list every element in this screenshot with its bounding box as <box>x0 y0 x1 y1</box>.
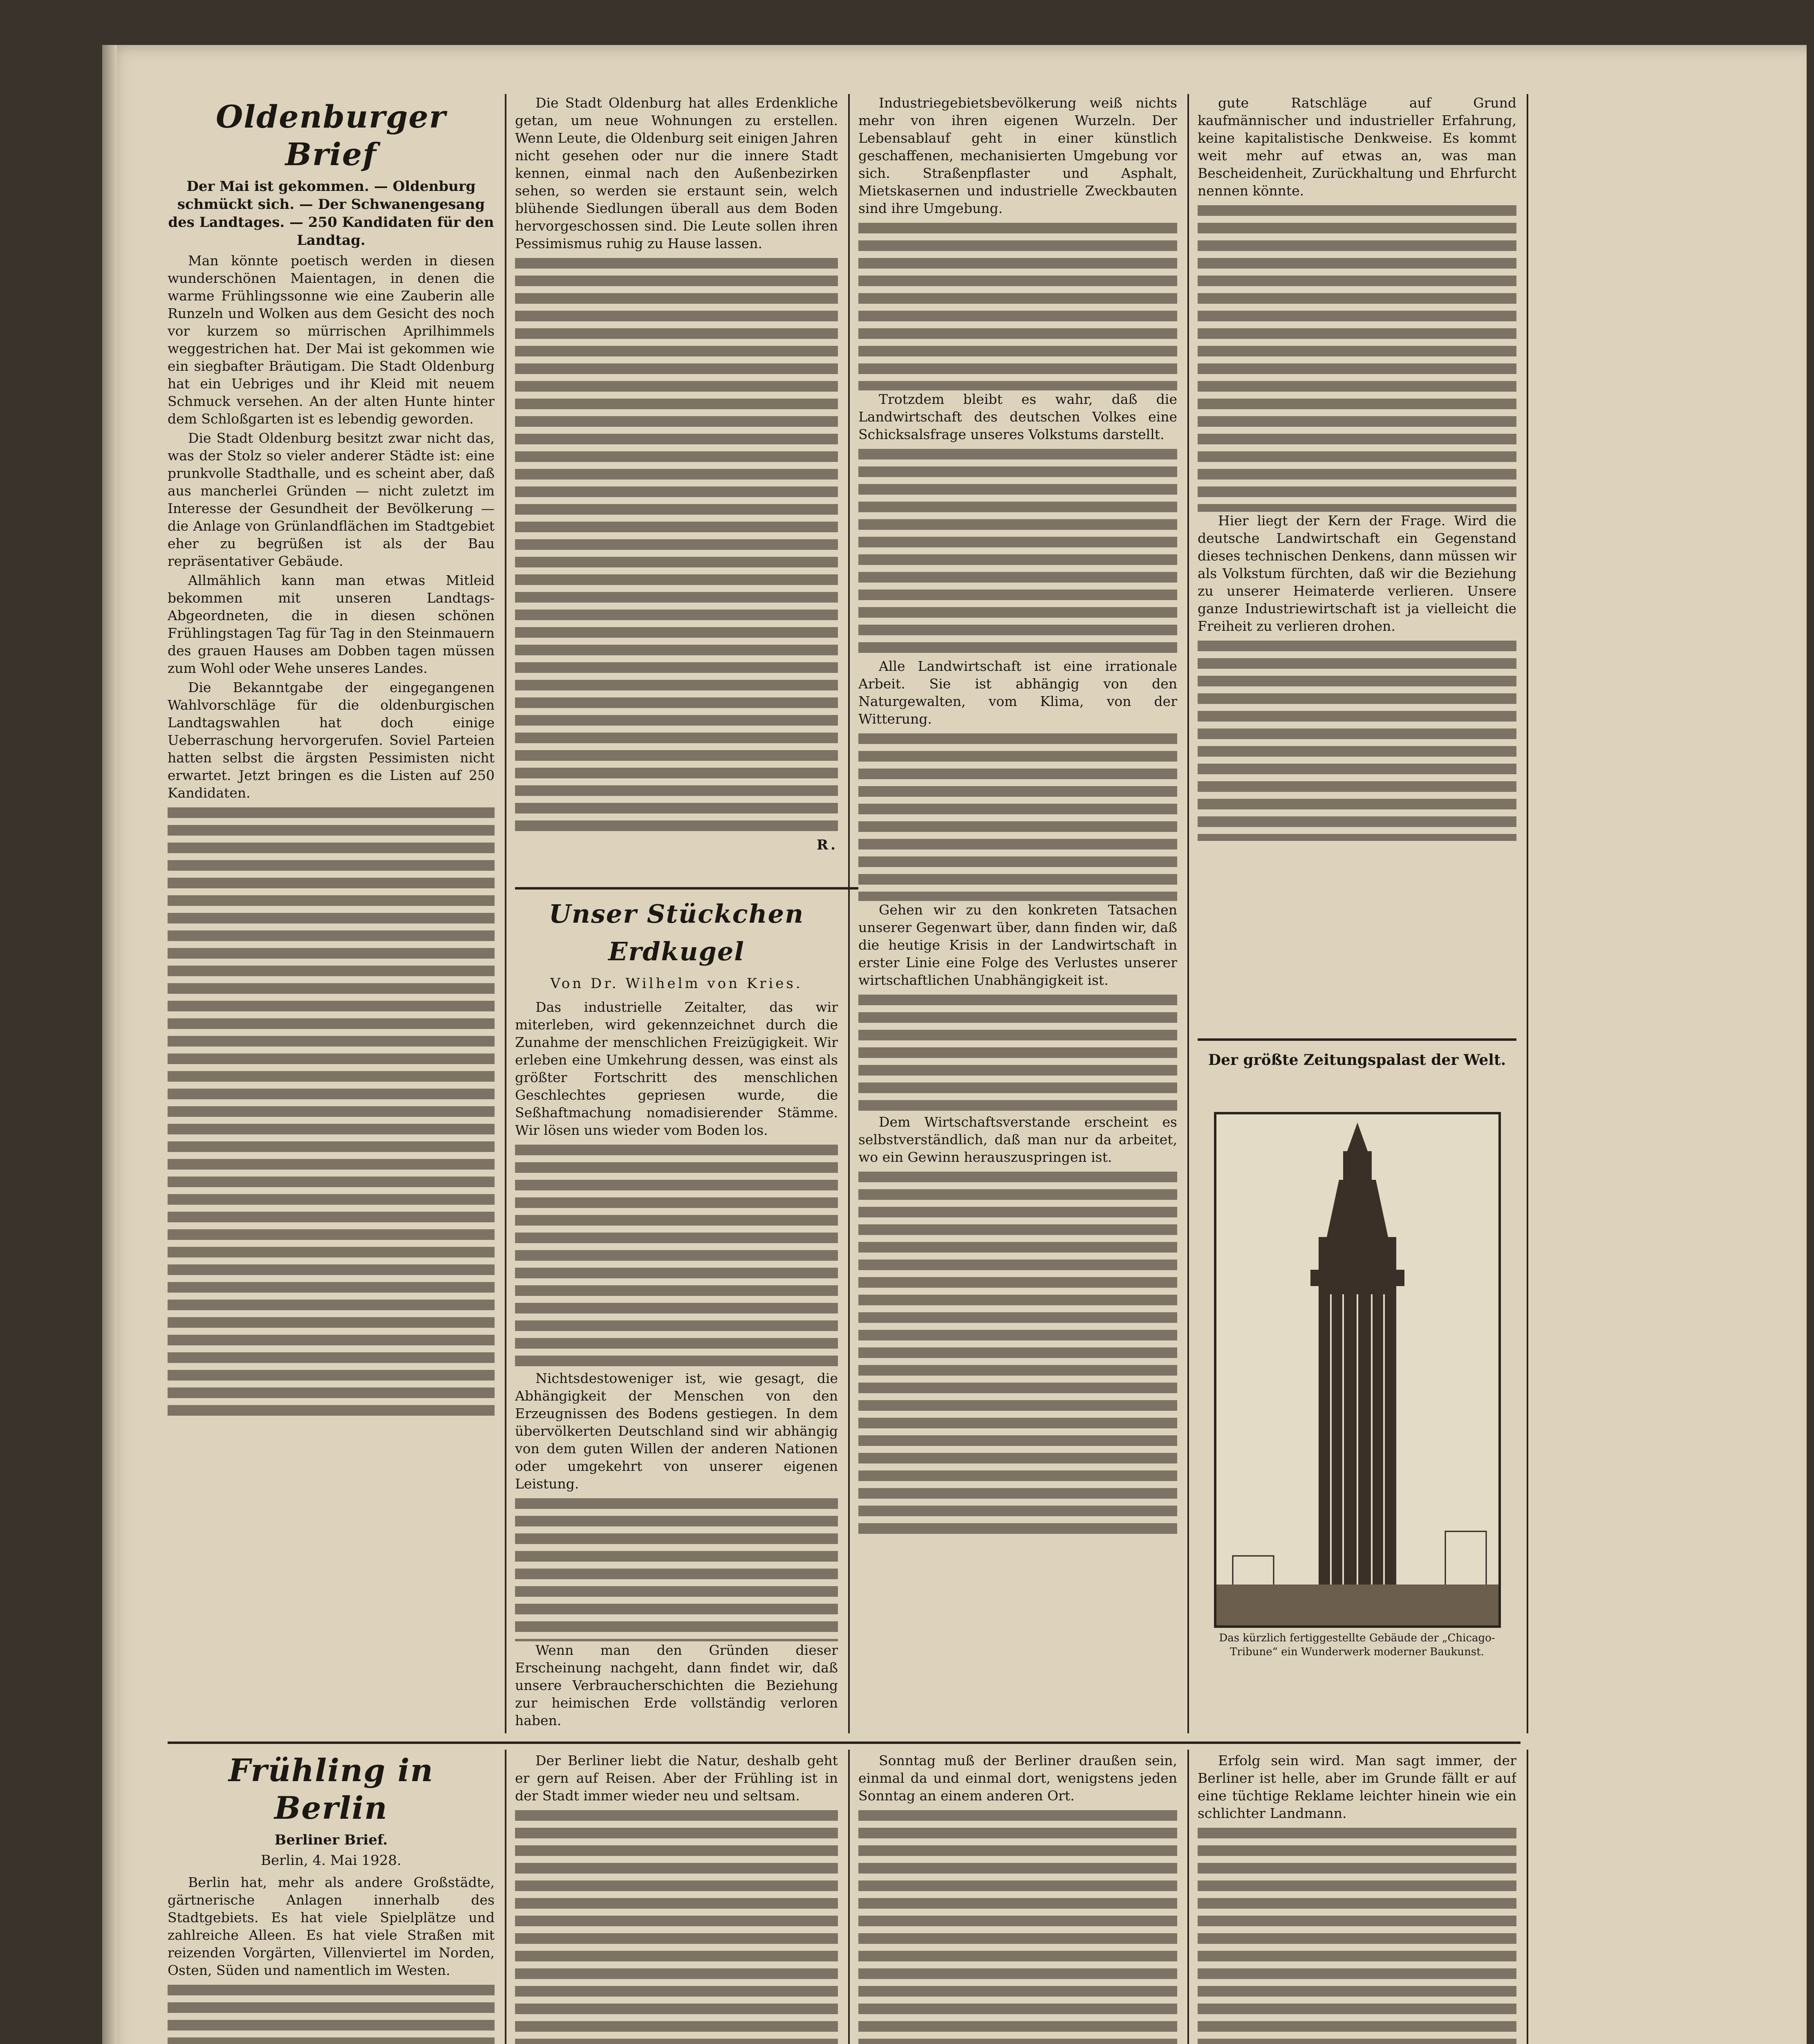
erdkugel-headline: Unser Stückchen Erdkugel <box>549 899 804 966</box>
berlin-column-1 <box>168 1752 495 2044</box>
berlin-paragraph: Erfolg sein wird. Man sagt immer, der Berliner ist helle, aber im Grunde fällt er auf eine tüchtige Reklame leichter hinein wie ein schlichter Landmann. <box>1198 1753 1516 1821</box>
text-continuation <box>515 1806 838 2044</box>
berlin-column-2 <box>515 1752 838 2044</box>
oldenburg-headline: Oldenburger Brief <box>216 99 446 173</box>
oldenburg-paragraph: Allmählich kann man etwas Mitleid bekommen mit unseren Landtags-Abgeordneten, die in diesen schönen Frühlingstagen Tag für Tag in den Steinmauern des grauen Hauses am Dobben tagen müssen zum Wohl oder Wehe unseres Landes. <box>168 572 495 676</box>
column-rule <box>1527 94 1528 1733</box>
erdkugel-column-3 <box>1198 94 1516 1034</box>
text-continuation <box>858 729 1177 901</box>
erdkugel-paragraph: Industriegebietsbevölkerung weiß nichts mehr von ihren eigenen Wurzeln. Der Lebensablauf geht in einer künstlich geschaffenen, mechanisierten Umgebung vor sich. Straßenpflaster und Asphalt, Mietskasernen und industrielle Zweckbauten sind ihre Umgebung. <box>858 95 1177 216</box>
erdkugel-paragraph: Nichtsdestoweniger ist, wie gesagt, die Abhängigkeit der Menschen von den Erzeugnissen des Bodens gestiegen. In dem übervölkerten Deutschland sind wir abhängig von dem guten Willen der anderen Nationen oder umgekehrt von unserer eigenen Leistung. <box>515 1370 838 1492</box>
text-continuation <box>858 219 1177 390</box>
erdkugel-paragraph: Wenn man den Gründen dieser Erscheinung nachgeht, dann findet wir, daß unsere Verbraucherschichten die Beziehung zur heimischen Erde vollständig verloren haben. <box>515 1642 838 1728</box>
oldenburg-paragraph: Die Bekanntgabe der eingegangenen Wahlvorschläge für die oldenburgischen Landtagswahlen hat doch einige Ueberraschung hervorgerufen. Soviel Parteien hatten selbst die ärgsten Pessimisten nicht erwartet. Jetzt bringen es die Listen auf 250 Kandidaten. <box>168 679 495 801</box>
tower-ad-caption: Das kürzlich fertiggestellte Gebäude der „Chicago-Tribune“ ein Wunderwerk moderner Baukunst. <box>1219 1632 1495 1658</box>
erdkugel-column-2 <box>858 94 1177 1733</box>
oldenburg-author: R. <box>816 837 838 853</box>
erdkugel-paragraph: gute Ratschläge auf Grund kaufmännischer und industrieller Erfahrung, keine kapitalistische Denkweise. Es kommt weit mehr auf etwas an, was man Bescheidenheit, Zurückhaltung und Ehrfurcht nennen könnte. <box>1198 95 1516 199</box>
right-margin-strip <box>1537 94 1782 1733</box>
text-continuation <box>1198 201 1516 512</box>
text-continuation <box>858 445 1177 657</box>
berlin-paragraph: Der Berliner liebt die Natur, deshalb geht er gern auf Reisen. Aber der Frühling ist in der Stadt immer wieder neu und seltsam. <box>515 1753 838 1804</box>
text-continuation <box>515 254 838 834</box>
column-rule <box>1187 94 1189 1733</box>
erdkugel-paragraph: Hier liegt der Kern der Frage. Wird die deutsche Landwirtschaft ein Gegenstand dieses technischen Denkens, dann müssen wir als Volkstum fürchten, daß wir die Beziehung zu unserer Heimaterde verlieren. Unsere ganze Industriewirtschaft ist ja vielleicht die Freiheit zu verlieren drohen. <box>1198 513 1516 634</box>
text-continuation <box>168 803 495 1416</box>
column-rule <box>505 1750 506 2044</box>
oldenburg-subhead: Der Mai ist gekommen. — Oldenburg schmückt sich. — Der Schwanengesang des Landtages. — 250 Kandidaten für den Landtag. <box>168 178 494 249</box>
text-continuation <box>1198 1824 1516 2044</box>
column-rule <box>505 94 506 1733</box>
page-binding-edge <box>102 45 117 2044</box>
oldenburg-paragraph: Die Stadt Oldenburg hat alles Erdenkliche getan, um neue Wohnungen zu erstellen. Wenn Leute, die Oldenburg seit einigen Jahren nicht gesehen oder nur die innere Stadt kennen, einmal nach den Außenbezirken sehen, so werden sie erstaunt sein, welch blühende Siedlungen überall aus dem Boden hervorgeschossen sind. Die Leute sollen ihren Pessimismus ruhig zu Hause lassen. <box>515 95 838 251</box>
tribune-tower-illustration <box>1216 1114 1498 1625</box>
berlin-paragraph: Sonntag muß der Berliner draußen sein, einmal da und einmal dort, wenigstens jeden Sonntag an einem anderen Ort. <box>858 1753 1177 1804</box>
erdkugel-paragraph: Gehen wir zu den konkreten Tatsachen unserer Gegenwart über, dann finden wir, daß die heutige Krisis in der Landwirtschaft in erster Linie eine Folge des Verlustes unserer wirtschaftlichen Unabhängigkeit ist. <box>858 902 1177 988</box>
column-rule <box>1187 1750 1189 2044</box>
berlin-column-3 <box>858 1752 1177 2044</box>
erdkugel-paragraph: Dem Wirtschaftsverstande erscheint es selbstverständlich, daß man nur da arbeitet, wo ein Gewinn herauszuspringen ist. <box>858 1114 1177 1165</box>
column-rule <box>848 1750 850 2044</box>
text-continuation <box>858 1806 1177 2044</box>
erdkugel-byline: Von Dr. Wilhelm von Kries. <box>550 975 803 992</box>
oldenburg-column-2 <box>515 94 838 895</box>
text-continuation <box>515 1494 838 1641</box>
column-rule <box>848 94 850 1733</box>
column-rule <box>1527 1750 1528 2044</box>
berlin-headline: Frühling in Berlin <box>228 1752 434 1826</box>
text-continuation <box>168 1981 495 2044</box>
erdkugel-paragraph: Das industrielle Zeitalter, das wir miterleben, wird gekennzeichnet durch die Zunahme der menschlichen Freizügigkeit. Wir erleben eine Umkehrung dessen, was einst als größter Fortschritt des menschlichen Geschlechtes gepriesen wurde, die Seßhaftmachung nomadisierender Stämme. Wir lösen uns wieder vom Boden los. <box>515 999 838 1138</box>
section-rule <box>168 1741 1521 1744</box>
berlin-paragraph: Berlin hat, mehr als andere Großstädte, gärtnerische Anlagen innerhalb des Stadtgebiets. Es hat viele Spielplätze und zahlreiche Alleen. Es hat viele Straßen mit reizenden Vorgärten, Villenviertel im Norden, Osten, Süden und namentlich im Westen. <box>168 1874 495 1978</box>
berlin-subhead: Berliner Brief. <box>274 1832 388 1848</box>
oldenburg-paragraph: Die Stadt Oldenburg besitzt zwar nicht das, was der Stolz so vieler anderer Städte ist: eine prunkvolle Stadthalle, und es scheint aber, daß aus mancherlei Gründen — nicht zuletzt im Interesse der Gesundheit der Bevölkerung — die Anlage von Grünlandflächen im Stadtgebiet eher zu begrüßen ist als der Bau repräsentativer Gebäude. <box>168 430 495 569</box>
erdkugel-column-1 <box>515 895 838 1733</box>
oldenburg-column-1 <box>168 98 495 1725</box>
text-continuation <box>858 991 1177 1113</box>
newspaper-page <box>102 45 1807 2044</box>
berlin-dateline: Berlin, 4. Mai 1928. <box>261 1852 401 1869</box>
berlin-column-4 <box>1198 1752 1516 2044</box>
text-continuation <box>858 1168 1177 1535</box>
tower-ad-title: Der größte Zeitungspalast der Welt. <box>1208 1051 1506 1069</box>
oldenburg-paragraph: Man könnte poetisch werden in diesen wunderschönen Maientagen, in denen die warme Frühlingssonne wie eine Zauberin alle Runzeln und Wolken aus dem Gesicht des noch vor kurzem so mürrischen Aprilhimmels weggestrichen hat. Der Mai ist gekommen wie ein siegbafter Bräutigam. Die Stadt Oldenburg hat ein Uebriges und ihr Kleid mit neuem Schmuck versehen. An der alten Hunte hinter dem Schloßgarten ist es lebendig geworden. <box>168 253 495 427</box>
erdkugel-paragraph: Alle Landwirtschaft ist eine irrationale Arbeit. Sie ist abhängig von den Naturgewalten, vom Klima, von der Witterung. <box>858 658 1177 727</box>
tower-illustration-frame <box>1214 1112 1501 1628</box>
section-rule <box>1198 1038 1516 1041</box>
text-continuation <box>1198 637 1516 841</box>
text-continuation <box>515 1141 838 1369</box>
erdkugel-paragraph: Trotzdem bleibt es wahr, daß die Landwirtschaft des deutschen Volkes eine Schicksalsfrage unseres Volkstums darstellt. <box>858 391 1177 442</box>
tower-ad <box>1198 1051 1516 1729</box>
